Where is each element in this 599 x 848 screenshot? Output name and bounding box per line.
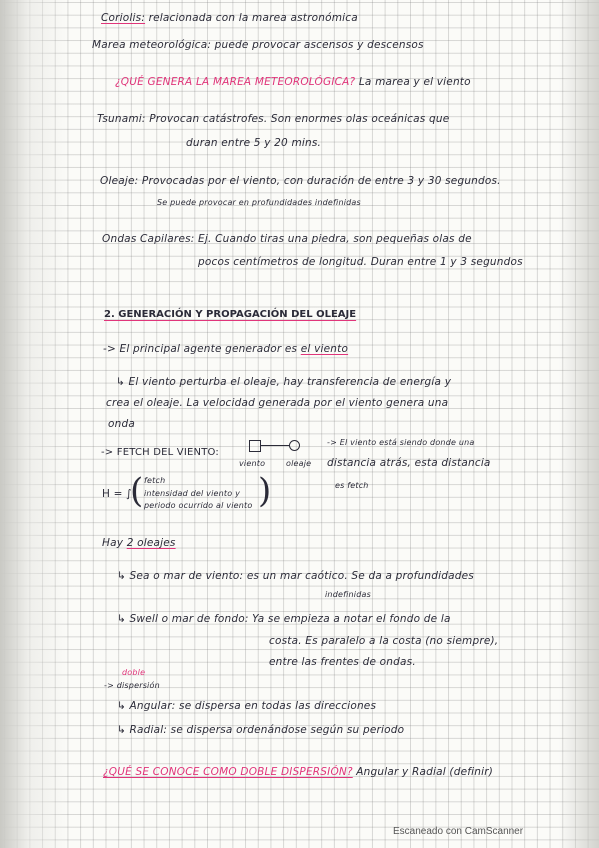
hay-oleajes-line bbox=[102, 537, 176, 549]
section-heading: 2. GENERACIÓN Y PROPAGACIÓN DEL OLEAJE bbox=[104, 309, 357, 320]
fetch-label: -> FETCH DEL VIENTO: bbox=[101, 447, 219, 458]
formula-fetch: fetch bbox=[144, 476, 166, 485]
crea-oleaje-line: crea el oleaje. La velocidad generada por el viento genera una bbox=[106, 397, 449, 409]
question-marea: ¿QUÉ GENERA LA MAREA METEOROLÓGICA? bbox=[115, 76, 356, 88]
coriolis-line bbox=[101, 12, 358, 24]
ondas-capilares-line: Ondas Capilares: Ej. Cuando tiras una piedra, son pequeñas olas de bbox=[102, 233, 472, 245]
swell-line-1: ↳ Swell o mar de fondo: Ya se empieza a notar el fondo de la bbox=[117, 613, 451, 625]
formula-intensity: intensidad del viento y bbox=[144, 489, 241, 498]
formula-open-paren-icon: ( bbox=[130, 471, 144, 511]
coriolis-label: Coriolis: bbox=[101, 12, 146, 24]
angular-line: ↳ Angular: se dispersa en todas las direcciones bbox=[117, 700, 377, 712]
dispersion-note: doble bbox=[122, 668, 146, 677]
onda-line: onda bbox=[108, 418, 135, 430]
fetch-desc-3: es fetch bbox=[335, 481, 369, 490]
formula-h: H = ∫ bbox=[102, 488, 132, 500]
swell-line-3: entre las frentes de ondas. bbox=[269, 656, 416, 668]
viento-box-icon bbox=[249, 440, 261, 452]
agente-prefix: -> El principal agente generador es bbox=[103, 343, 298, 355]
hay-prefix: Hay bbox=[102, 537, 124, 549]
fetch-oleaje-label: oleaje bbox=[286, 459, 312, 468]
ondas-capilares-duration: pocos centímetros de longitud. Duran entre 1 y 3 segundos bbox=[198, 256, 523, 268]
dispersion-label: -> dispersión bbox=[104, 681, 160, 690]
ola-circle-icon bbox=[289, 440, 300, 451]
fetch-desc-1: -> El viento está siendo donde una bbox=[327, 438, 475, 447]
formula-close-paren-icon: ) bbox=[258, 471, 272, 511]
final-answer: Angular y Radial (definir) bbox=[356, 766, 494, 778]
scanner-watermark: Escaneado con CamScanner bbox=[393, 826, 524, 837]
tsunami-line: Tsunami: Provocan catástrofes. Son enormes olas oceánicas que bbox=[97, 113, 450, 125]
tsunami-duration: duran entre 5 y 20 mins. bbox=[186, 137, 322, 149]
viento-perturba-line: ↳ El viento perturba el oleaje, hay transferencia de energía y bbox=[116, 376, 452, 388]
radial-line: ↳ Radial: se dispersa ordenándose según su periodo bbox=[117, 724, 405, 736]
hay-key: 2 oleajes bbox=[126, 537, 176, 549]
coriolis-text: relacionada con la marea astronómica bbox=[148, 12, 358, 24]
fetch-line-icon bbox=[261, 445, 289, 446]
formula-period: periodo ocurrido al viento bbox=[144, 501, 253, 510]
answer-marea: La marea y el viento bbox=[358, 76, 471, 88]
sea-line-1: ↳ Sea o mar de viento: es un mar caótico. Se da a profundidades bbox=[117, 570, 474, 582]
agente-line bbox=[103, 343, 348, 355]
swell-line-2: costa. Es paralelo a la costa (no siempre), bbox=[269, 635, 499, 647]
fetch-viento-label: viento bbox=[239, 459, 266, 468]
agente-key: el viento bbox=[300, 343, 349, 355]
marea-meteorologica-line: Marea meteorológica: puede provocar ascensos y descensos bbox=[92, 39, 424, 51]
final-question: ¿QUÉ SE CONOCE COMO DOBLE DISPERSIÓN? bbox=[103, 766, 353, 778]
oleaje-depth: Se puede provocar en profundidades indefinidas bbox=[157, 198, 361, 207]
fetch-desc-2: distancia atrás, esta distancia bbox=[327, 457, 491, 469]
final-question-line bbox=[103, 766, 493, 778]
sea-line-2: indefinidas bbox=[325, 590, 371, 599]
oleaje-line: Oleaje: Provocadas por el viento, con duración de entre 3 y 30 segundos. bbox=[100, 175, 501, 187]
question-marea-line bbox=[115, 76, 471, 88]
